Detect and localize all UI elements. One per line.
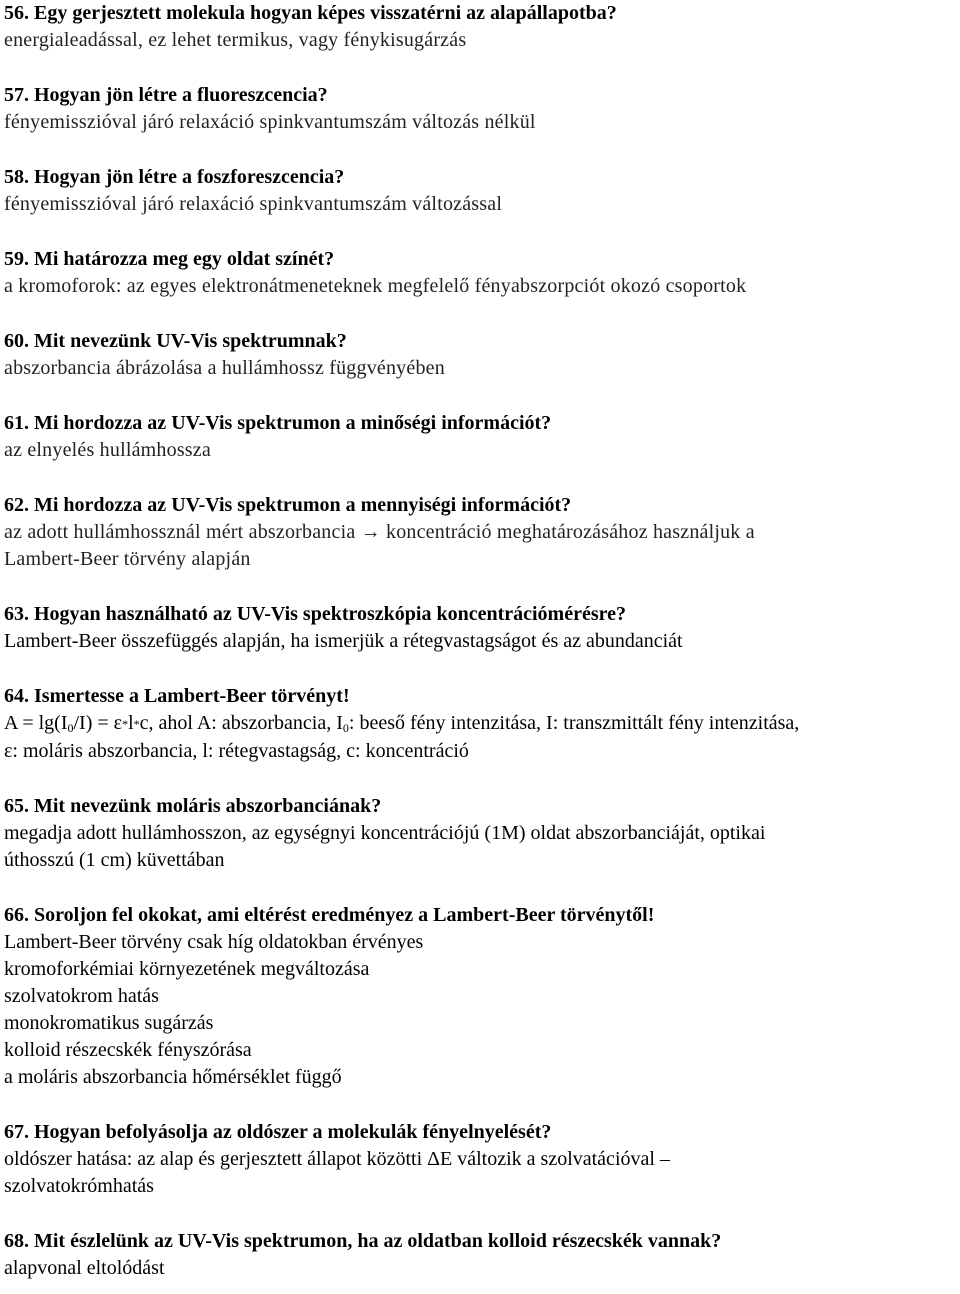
qa-block-57 <box>4 82 954 136</box>
lambert-beer-formula: $A = \lg(I_0/I) = \varepsilon*l*c$, ahol A: abszorbancia, $I_0$: beeső fény intenzitása, I: transzmittált fény intenzitása, <box>4 712 800 735</box>
answer-62-line-2: Lambert-Beer törvény alapján <box>4 548 251 570</box>
question-60: 60. Mit nevezünk UV-Vis spektrumnak? <box>4 330 347 352</box>
question-65: 65. Mit nevezünk moláris abszorbanciának? <box>4 795 382 817</box>
qa-block-60 <box>4 328 954 382</box>
qa-block-65 <box>4 793 954 874</box>
question-58: 58. Hogyan jön létre a foszforeszcencia? <box>4 166 345 188</box>
qa-block-66 <box>4 902 954 1091</box>
qa-block-63 <box>4 601 954 655</box>
answer-60: abszorbancia ábrázolása a hullámhossz függvényében <box>4 357 445 379</box>
qa-block-61 <box>4 410 954 464</box>
qa-block-59 <box>4 246 954 300</box>
document-page <box>4 0 954 1282</box>
question-68: 68. Mit észlelünk az UV-Vis spektrumon, ha az oldatban kolloid részecskék vannak? <box>4 1230 722 1252</box>
answer-59: a kromoforok: az egyes elektronátmeneteknek megfelelő fényabszorpciót okozó csoportok <box>4 275 747 297</box>
question-61: 61. Mi hordozza az UV-Vis spektrumon a minőségi információt? <box>4 412 552 434</box>
answer-66-item-6: a moláris abszorbancia hőmérséklet függő <box>4 1066 342 1088</box>
answer-65-line-2: úthosszú (1 cm) küvettában <box>4 849 225 871</box>
answer-68: alapvonal eltolódást <box>4 1257 165 1279</box>
qa-block-58 <box>4 164 954 218</box>
answer-67-line-1: oldószer hatása: az alap és gerjesztett állapot közötti ΔE változik a szolvatációval – <box>4 1148 670 1170</box>
question-63: 63. Hogyan használható az UV-Vis spektroszkópia koncentrációmérésre? <box>4 603 627 625</box>
answer-66-item-1: Lambert-Beer törvény csak híg oldatokban érvényes <box>4 931 424 953</box>
qa-block-64 <box>4 683 954 765</box>
answer-65-line-1: megadja adott hullámhosszon, az egységnyi koncentrációjú (1M) oldat abszorbanciáját, optikai <box>4 822 766 844</box>
answer-67-line-2: szolvatokrómhatás <box>4 1175 154 1197</box>
question-62: 62. Mi hordozza az UV-Vis spektrumon a mennyiségi információt? <box>4 494 572 516</box>
answer-66-item-2: kromoforkémiai környezetének megváltozása <box>4 958 370 980</box>
question-59: 59. Mi határozza meg egy oldat színét? <box>4 248 335 270</box>
answer-66-item-5: kolloid részecskék fényszórása <box>4 1039 252 1061</box>
question-64: 64. Ismertesse a Lambert-Beer törvényt! <box>4 685 350 707</box>
answer-61: az elnyelés hullámhossza <box>4 439 211 461</box>
question-66: 66. Soroljon fel okokat, ami eltérést eredményez a Lambert-Beer törvénytől! <box>4 904 655 926</box>
question-67: 67. Hogyan befolyásolja az oldószer a molekulák fényelnyelését? <box>4 1121 552 1143</box>
qa-block-56 <box>4 0 954 54</box>
answer-57: fényemisszióval járó relaxáció spinkvantumszám változás nélkül <box>4 111 536 133</box>
question-56: 56. Egy gerjesztett molekula hogyan képes visszatérni az alapállapotba? <box>4 2 617 24</box>
answer-66-item-3: szolvatokrom hatás <box>4 985 159 1007</box>
answer-66-item-4: monokromatikus sugárzás <box>4 1012 214 1034</box>
answer-56: energialeadással, ez lehet termikus, vagy fénykisugárzás <box>4 29 467 51</box>
question-57: 57. Hogyan jön létre a fluoreszcencia? <box>4 84 328 106</box>
qa-block-67 <box>4 1119 954 1200</box>
answer-64: ε: moláris abszorbancia, l: rétegvastagság, c: koncentráció <box>4 740 469 762</box>
qa-block-62 <box>4 492 954 573</box>
answer-58: fényemisszióval járó relaxáció spinkvantumszám változással <box>4 193 503 215</box>
qa-block-68 <box>4 1228 954 1282</box>
answer-62-line-1: az adott hullámhossznál mért abszorbancia → koncentráció meghatározásához használjuk a <box>4 521 755 543</box>
answer-63: Lambert-Beer összefüggés alapján, ha ismerjük a rétegvastagságot és az abundanciát <box>4 630 683 652</box>
